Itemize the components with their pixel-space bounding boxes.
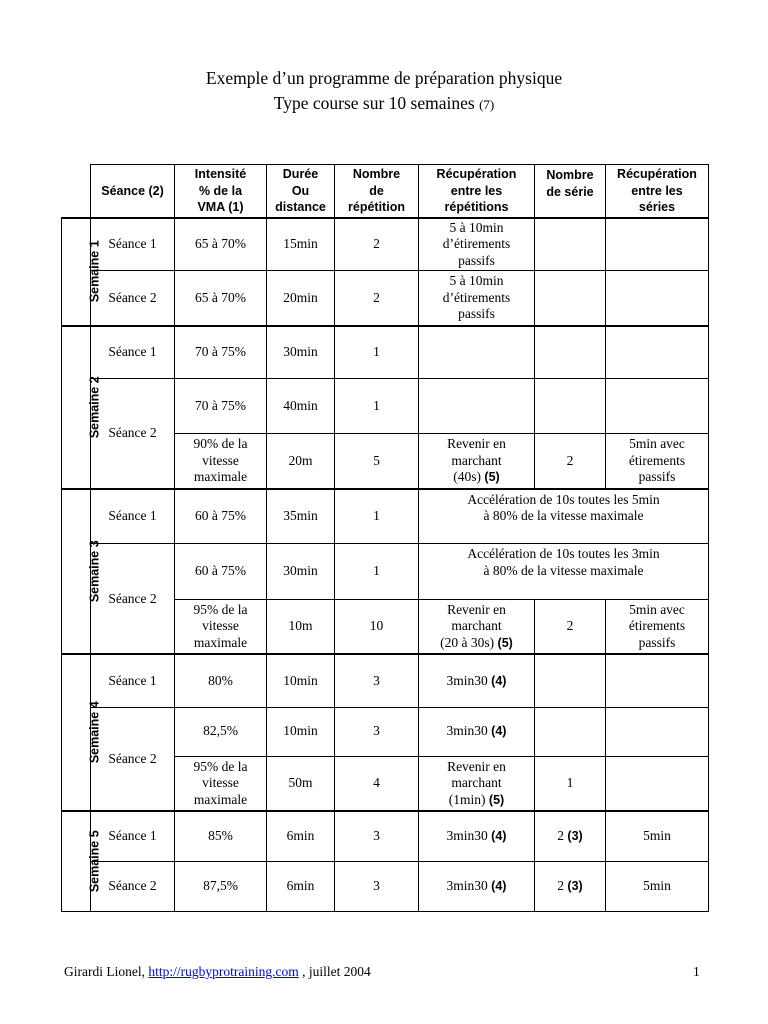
recup-cell bbox=[419, 379, 535, 434]
nombre-cell: 3 bbox=[335, 861, 419, 911]
intensite-cell-line: maximale bbox=[193, 469, 248, 485]
week-label: Semaine 4 bbox=[87, 701, 102, 764]
subtitle-text: Type course sur 10 semaines bbox=[273, 93, 475, 113]
intensite-cell bbox=[175, 326, 267, 379]
serie-value: 1 bbox=[566, 775, 574, 791]
nombre-cell: 3 bbox=[335, 811, 419, 861]
header-nombre-serie bbox=[535, 165, 606, 218]
duree-cell: 30min bbox=[267, 326, 335, 379]
footer-author: Girardi Lionel, bbox=[64, 964, 145, 979]
recup-series-cell bbox=[606, 707, 709, 756]
nombre-cell: 1 bbox=[335, 544, 419, 599]
recup-cell-line: passifs bbox=[458, 252, 495, 268]
recup-cell-line: Revenir en bbox=[447, 601, 506, 617]
week-label-cell bbox=[62, 811, 102, 911]
table-row bbox=[62, 218, 709, 271]
serie-cell bbox=[535, 434, 606, 489]
serie-value: 2 bbox=[557, 828, 565, 844]
intensite-cell-line: 82,5% bbox=[203, 723, 238, 739]
corner-cell bbox=[62, 165, 91, 218]
week-label: Semaine 1 bbox=[87, 240, 102, 303]
intensite-cell-line: maximale bbox=[193, 791, 248, 807]
serie-value: 2 bbox=[566, 618, 574, 634]
header-intensite-line: % de la bbox=[198, 183, 243, 198]
table-row bbox=[62, 489, 709, 544]
document-title: Exemple d’un programme de préparation physique bbox=[205, 68, 563, 88]
merged-note-cell bbox=[419, 544, 709, 599]
recup-cell-text: 3min30 bbox=[446, 878, 488, 894]
page-number: 1 bbox=[693, 964, 700, 979]
recup-cell bbox=[419, 434, 535, 489]
nombre-cell: 2 bbox=[335, 271, 419, 326]
seance-cell: Séance 1 bbox=[91, 811, 175, 861]
recup-cell-text: (40s) bbox=[453, 469, 482, 485]
serie-cell bbox=[535, 707, 606, 756]
recup-cell-note: (5) bbox=[497, 635, 513, 650]
recup-cell bbox=[419, 756, 535, 811]
recup-cell-line bbox=[421, 792, 532, 809]
intensite-cell-line: 65 à 70% bbox=[195, 289, 246, 305]
intensite-cell bbox=[175, 654, 267, 707]
document-subtitle bbox=[0, 93, 768, 114]
header-duree bbox=[267, 165, 335, 218]
intensite-cell-line: 95% de la bbox=[193, 601, 248, 617]
recup-cell-line bbox=[421, 469, 532, 486]
nombre-cell: 1 bbox=[335, 489, 419, 544]
intensite-cell-line: vitesse bbox=[202, 618, 239, 634]
header-seance: Séance (2) bbox=[91, 165, 175, 218]
intensite-cell bbox=[175, 379, 267, 434]
nombre-cell: 3 bbox=[335, 707, 419, 756]
week-label: Semaine 2 bbox=[87, 376, 102, 439]
duree-cell: 30min bbox=[267, 544, 335, 599]
recup-cell-line: marchant bbox=[451, 618, 502, 634]
serie-cell bbox=[535, 326, 606, 379]
serie-cell bbox=[535, 811, 606, 861]
table-row bbox=[62, 707, 709, 756]
seance-cell: Séance 2 bbox=[91, 379, 175, 489]
serie-cell bbox=[535, 861, 606, 911]
serie-value: 2 bbox=[566, 452, 574, 468]
recup-series-cell-line: 5min avec bbox=[629, 436, 685, 452]
recup-series-cell-line: passifs bbox=[638, 469, 676, 485]
footer-link[interactable]: http://rugbyprotraining.com bbox=[148, 964, 299, 979]
nombre-cell: 2 bbox=[335, 218, 419, 271]
intensite-cell-line: 80% bbox=[208, 672, 233, 688]
recup-series-cell-line: 5min avec bbox=[629, 601, 685, 617]
header-duree-line: Ou bbox=[291, 183, 310, 198]
table-row bbox=[62, 654, 709, 707]
intensite-cell-line: 90% de la bbox=[193, 436, 248, 452]
intensite-cell bbox=[175, 434, 267, 489]
header-nombre-line: Nombre bbox=[352, 167, 401, 182]
recup-cell-note: (4) bbox=[491, 879, 507, 894]
serie-cell bbox=[535, 218, 606, 271]
recup-cell-line: d’étirements bbox=[442, 289, 511, 305]
recup-cell bbox=[419, 218, 535, 271]
serie-cell bbox=[535, 271, 606, 326]
week-label-cell bbox=[62, 489, 102, 654]
header-serie-line: de série bbox=[546, 184, 594, 199]
recup-cell bbox=[419, 861, 535, 911]
recup-cell-line: marchant bbox=[451, 775, 502, 791]
intensite-cell bbox=[175, 489, 267, 544]
recup-cell bbox=[419, 707, 535, 756]
recup-series-cell-line: 5min bbox=[643, 828, 671, 844]
recup-series-cell bbox=[606, 434, 709, 489]
program-table bbox=[61, 164, 709, 912]
week-label-cell bbox=[62, 326, 102, 489]
week-label: Semaine 5 bbox=[87, 830, 102, 893]
recup-series-cell-line: 5min bbox=[643, 878, 671, 894]
header-recup-series-line: Récupération bbox=[617, 167, 697, 182]
recup-cell-note: (5) bbox=[488, 792, 505, 807]
seance-cell: Séance 1 bbox=[91, 654, 175, 707]
intensite-cell-line: 85% bbox=[208, 828, 233, 844]
recup-cell bbox=[419, 599, 535, 654]
merged-note-cell bbox=[419, 489, 709, 544]
seance-cell: Séance 2 bbox=[91, 544, 175, 654]
week-label: Semaine 3 bbox=[87, 540, 102, 603]
duree-cell: 50m bbox=[267, 756, 335, 811]
duree-cell: 10min bbox=[267, 707, 335, 756]
recup-series-cell bbox=[606, 218, 709, 271]
nombre-cell: 3 bbox=[335, 654, 419, 707]
serie-value: 2 bbox=[557, 878, 565, 894]
header-serie-line: Nombre bbox=[546, 168, 594, 182]
recup-cell bbox=[419, 326, 535, 379]
duree-cell: 20m bbox=[267, 434, 335, 489]
seance-cell: Séance 1 bbox=[91, 489, 175, 544]
table-row bbox=[62, 811, 709, 861]
nombre-cell: 5 bbox=[335, 434, 419, 489]
recup-series-cell bbox=[606, 271, 709, 326]
recup-series-cell bbox=[606, 756, 709, 811]
week-label-cell bbox=[62, 218, 102, 326]
intensite-cell-line: 95% de la bbox=[193, 758, 248, 774]
recup-series-cell-line: étirements bbox=[628, 452, 686, 468]
header-row bbox=[62, 165, 709, 218]
intensite-cell bbox=[175, 218, 267, 271]
nombre-cell: 1 bbox=[335, 326, 419, 379]
duree-cell: 6min bbox=[267, 861, 335, 911]
intensite-cell-line: 60 à 75% bbox=[195, 563, 246, 579]
serie-cell bbox=[535, 599, 606, 654]
header-recup-series-line: séries bbox=[638, 200, 676, 215]
intensite-cell-line: 60 à 75% bbox=[195, 508, 246, 524]
recup-series-cell bbox=[606, 811, 709, 861]
header-duree-line: Durée bbox=[282, 167, 319, 182]
table-row bbox=[62, 861, 709, 911]
merged-note-cell-line: Accélération de 10s toutes les 5min bbox=[467, 491, 660, 507]
recup-cell-line bbox=[421, 828, 532, 845]
header-nombre-line: répétition bbox=[348, 200, 405, 215]
intensite-cell-line: 70 à 75% bbox=[195, 344, 246, 360]
header-recup-series-line: entre les bbox=[631, 183, 683, 198]
seance-cell: Séance 1 bbox=[91, 218, 175, 271]
seance-cell: Séance 2 bbox=[91, 271, 175, 326]
footer-date: , juillet 2004 bbox=[302, 964, 371, 979]
intensite-cell-line: 87,5% bbox=[203, 878, 238, 894]
intensite-cell bbox=[175, 544, 267, 599]
recup-series-cell bbox=[606, 654, 709, 707]
intensite-cell bbox=[175, 756, 267, 811]
subtitle-note: (7) bbox=[479, 97, 495, 112]
header-recup-series bbox=[606, 165, 709, 218]
table-row bbox=[62, 379, 709, 434]
intensite-cell bbox=[175, 599, 267, 654]
recup-series-cell-line: étirements bbox=[628, 618, 686, 634]
duree-cell: 10m bbox=[267, 599, 335, 654]
table-row bbox=[62, 544, 709, 599]
duree-cell: 40min bbox=[267, 379, 335, 434]
nombre-cell: 4 bbox=[335, 756, 419, 811]
recup-cell-line: 5 à 10min bbox=[449, 273, 504, 289]
merged-note-cell-line: Accélération de 10s toutes les 3min bbox=[467, 546, 660, 562]
recup-cell-line bbox=[421, 723, 532, 740]
recup-series-cell-line: passifs bbox=[638, 634, 676, 650]
recup-cell-line: 5 à 10min bbox=[449, 219, 504, 235]
serie-cell bbox=[535, 379, 606, 434]
serie-note: (3) bbox=[567, 829, 583, 844]
header-recup-line: répétitions bbox=[444, 200, 509, 215]
seance-cell: Séance 2 bbox=[91, 707, 175, 811]
serie-cell bbox=[535, 654, 606, 707]
header-recup-repetitions bbox=[419, 165, 535, 218]
week-label-cell bbox=[62, 654, 102, 811]
table-row bbox=[62, 326, 709, 379]
intensite-cell-line: vitesse bbox=[202, 775, 239, 791]
recup-cell-text: (1min) bbox=[448, 791, 486, 807]
recup-series-cell bbox=[606, 379, 709, 434]
recup-cell-note: (4) bbox=[491, 829, 507, 844]
recup-cell bbox=[419, 271, 535, 326]
serie-cell bbox=[535, 756, 606, 811]
intensite-cell bbox=[175, 707, 267, 756]
recup-cell-note: (4) bbox=[491, 724, 507, 739]
intensite-cell-line: 65 à 70% bbox=[195, 236, 246, 252]
recup-cell-text: (20 à 30s) bbox=[440, 634, 495, 650]
table-row bbox=[62, 271, 709, 326]
recup-cell-line: Revenir en bbox=[447, 758, 506, 774]
seance-cell: Séance 1 bbox=[91, 326, 175, 379]
header-nombre-line: de bbox=[369, 183, 384, 198]
intensite-cell-line: maximale bbox=[193, 634, 248, 650]
footer bbox=[64, 964, 371, 980]
seance-cell: Séance 2 bbox=[91, 861, 175, 911]
header-nombre-repetition bbox=[335, 165, 419, 218]
nombre-cell: 10 bbox=[335, 599, 419, 654]
recup-cell-line: Revenir en bbox=[447, 436, 506, 452]
intensite-cell-line: vitesse bbox=[202, 452, 239, 468]
intensite-cell-line: 70 à 75% bbox=[195, 398, 246, 414]
duree-cell: 10min bbox=[267, 654, 335, 707]
header-duree-line: distance bbox=[275, 200, 326, 215]
header-intensite bbox=[175, 165, 267, 218]
intensite-cell bbox=[175, 861, 267, 911]
duree-cell: 6min bbox=[267, 811, 335, 861]
duree-cell: 15min bbox=[267, 218, 335, 271]
recup-cell-text: 3min30 bbox=[446, 723, 488, 739]
duree-cell: 20min bbox=[267, 271, 335, 326]
merged-note-cell-line: à 80% de la vitesse maximale bbox=[483, 562, 644, 578]
intensite-cell bbox=[175, 271, 267, 326]
recup-cell-note: (4) bbox=[491, 673, 507, 688]
serie-note: (3) bbox=[567, 879, 583, 894]
recup-cell bbox=[419, 811, 535, 861]
recup-cell-line bbox=[421, 878, 532, 895]
recup-cell-note: (5) bbox=[484, 470, 500, 485]
recup-series-cell bbox=[606, 861, 709, 911]
header-intensite-line: Intensité bbox=[194, 167, 247, 182]
recup-cell-text: 3min30 bbox=[446, 828, 488, 844]
recup-cell-line bbox=[421, 673, 532, 690]
nombre-cell: 1 bbox=[335, 379, 419, 434]
recup-cell-line: marchant bbox=[451, 452, 502, 468]
recup-cell bbox=[419, 654, 535, 707]
recup-cell-text: 3min30 bbox=[446, 672, 488, 688]
recup-cell-line: d’étirements bbox=[442, 236, 511, 252]
recup-series-cell bbox=[606, 599, 709, 654]
merged-note-cell-line: à 80% de la vitesse maximale bbox=[483, 508, 644, 524]
header-intensite-line: VMA (1) bbox=[197, 200, 244, 215]
header-recup-line: Récupération bbox=[436, 167, 517, 182]
duree-cell: 35min bbox=[267, 489, 335, 544]
recup-series-cell bbox=[606, 326, 709, 379]
recup-cell-line bbox=[421, 635, 532, 652]
header-recup-line: entre les bbox=[450, 183, 503, 198]
recup-cell-line: passifs bbox=[458, 306, 495, 322]
intensite-cell bbox=[175, 811, 267, 861]
